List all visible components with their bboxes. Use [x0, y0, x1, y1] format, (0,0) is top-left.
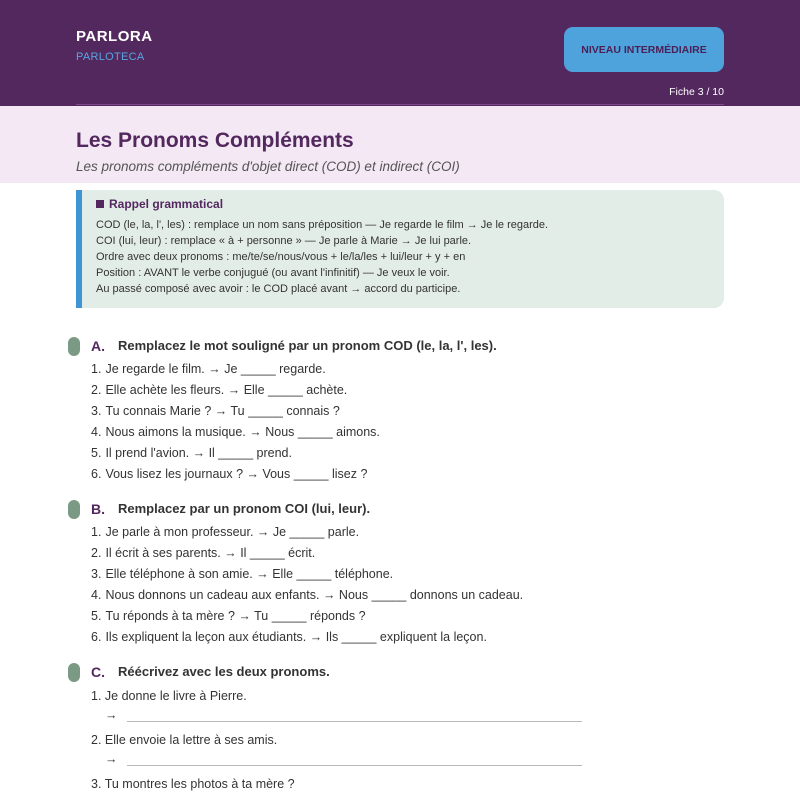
exercise-item: [91, 443, 751, 464]
item-text: Nous aimons la musique. → Nous _____ aimons.: [105, 425, 380, 439]
exercise-item: [91, 543, 751, 564]
item-number: 3.: [91, 404, 102, 418]
item-number: 5.: [91, 609, 102, 623]
grammar-reminder-heading: [96, 197, 724, 211]
exercise-item: [91, 422, 751, 443]
item-text: Tu montres les photos à ta mère ?: [104, 777, 295, 791]
reminder-line: Position : AVANT le verbe conjugué (ou avant l'infinitif) — Je veux le voir.: [96, 267, 450, 279]
rewrite-sentence: [91, 774, 751, 794]
item-number: 2.: [91, 546, 102, 560]
item-text: Il écrit à ses parents. → Il _____ écrit.: [105, 546, 316, 560]
sheet-counter: Fiche 3 / 10: [669, 86, 724, 98]
item-number: 5.: [91, 446, 102, 460]
square-bullet-icon: [96, 200, 104, 208]
section-heading: [68, 499, 728, 521]
exercise-item: [91, 401, 751, 422]
page-title: Les Pronoms Compléments: [76, 129, 354, 152]
section-marker-icon: [68, 500, 80, 519]
section-instruction: Remplacez le mot souligné par un pronom COD (le, la, l', les).: [118, 338, 497, 353]
exercise-item: [91, 627, 751, 648]
item-text: Je parle à mon professeur. → Je _____ parle.: [105, 525, 360, 539]
section-letter: B.: [91, 501, 105, 517]
answer-row: [91, 706, 751, 730]
item-text: Elle téléphone à son amie. → Elle _____ téléphone.: [105, 567, 394, 581]
item-text: Tu réponds à ta mère ? → Tu _____ réponds ?: [105, 609, 366, 623]
item-text: Nous donnons un cadeau aux enfants. → Nous _____ donnons un cadeau.: [105, 588, 524, 602]
rewrite-sentence: [91, 686, 751, 706]
arrow-icon: →: [105, 752, 118, 766]
grammar-reminder-title: Rappel grammatical: [109, 197, 224, 211]
answer-row: [91, 750, 751, 774]
item-text: Tu connais Marie ? → Tu _____ connais ?: [105, 404, 340, 418]
section-letter: C.: [91, 664, 105, 680]
item-number: 6.: [91, 467, 102, 481]
exercise-section-b: [68, 499, 728, 648]
rewrite-item: [91, 686, 751, 730]
section-heading: [68, 336, 728, 358]
item-number: 3.: [91, 777, 102, 791]
item-text: Elle achète les fleurs. → Elle _____ achète.: [105, 383, 348, 397]
section-instruction: Remplacez par un pronom COI (lui, leur).: [118, 501, 371, 516]
brand-name: PARLORA: [76, 28, 153, 45]
section-letter: A.: [91, 338, 105, 354]
answer-line-field[interactable]: [127, 765, 582, 766]
exercise-item: [91, 464, 751, 485]
item-text: Je regarde le film. → Je _____ regarde.: [105, 362, 326, 376]
item-number: 2.: [91, 733, 102, 747]
reminder-line: COI (lui, leur) : remplace « à + personne » — Je parle à Marie → Je lui parle.: [96, 235, 472, 247]
item-number: 3.: [91, 567, 102, 581]
section-marker-icon: [68, 337, 80, 356]
exercise-item: [91, 564, 751, 585]
exercise-list: [68, 522, 728, 648]
item-number: 2.: [91, 383, 102, 397]
item-number: 4.: [91, 588, 102, 602]
rewrite-item: [91, 730, 751, 774]
section-instruction: Réécrivez avec les deux pronoms.: [118, 664, 330, 679]
exercise-item: [91, 380, 751, 401]
reminder-line: Ordre avec deux pronoms : me/te/se/nous/vous + le/la/les + lui/leur + y + en: [96, 251, 466, 263]
item-number: 1.: [91, 689, 102, 703]
exercise-item: [91, 522, 751, 543]
item-number: 1.: [91, 525, 102, 539]
rewrite-sentence: [91, 730, 751, 750]
reminder-line: Au passé composé avec avoir : le COD placé avant → accord du participe.: [96, 283, 461, 295]
grammar-reminder-box: [76, 190, 724, 308]
reminder-line: COD (le, la, l', les) : remplace un nom sans préposition — Je regarde le film → Je le regarde.: [96, 219, 549, 231]
item-number: 4.: [91, 425, 102, 439]
item-text: Ils expliquent la leçon aux étudiants. → Ils _____ expliquent la leçon.: [105, 630, 487, 644]
exercise-item: [91, 585, 751, 606]
item-text: Il prend l'avion. → Il _____ prend.: [105, 446, 292, 460]
section-marker-icon: [68, 663, 80, 682]
exercise-list: [68, 359, 728, 485]
brand-subtitle: PARLOTECA: [76, 51, 145, 63]
page-header: [0, 0, 800, 106]
item-number: 6.: [91, 630, 102, 644]
answer-line-field[interactable]: [127, 721, 582, 722]
item-text: Vous lisez les journaux ? → Vous _____ lisez ?: [105, 467, 368, 481]
arrow-icon: →: [105, 708, 118, 722]
exercise-section-a: [68, 336, 728, 485]
level-badge: NIVEAU INTERMÉDIAIRE: [564, 27, 724, 72]
item-text: Je donne le livre à Pierre.: [104, 689, 247, 703]
section-heading: [68, 662, 728, 684]
item-number: 1.: [91, 362, 102, 376]
item-text: Elle envoie la lettre à ses amis.: [104, 733, 278, 747]
exercise-item: [91, 606, 751, 627]
exercise-section-c: [68, 662, 728, 794]
header-divider: [76, 104, 724, 105]
rewrite-item: [91, 774, 751, 794]
exercise-item: [91, 359, 751, 380]
page-subtitle: Les pronoms compléments d'objet direct (COD) et indirect (COI): [76, 159, 460, 174]
